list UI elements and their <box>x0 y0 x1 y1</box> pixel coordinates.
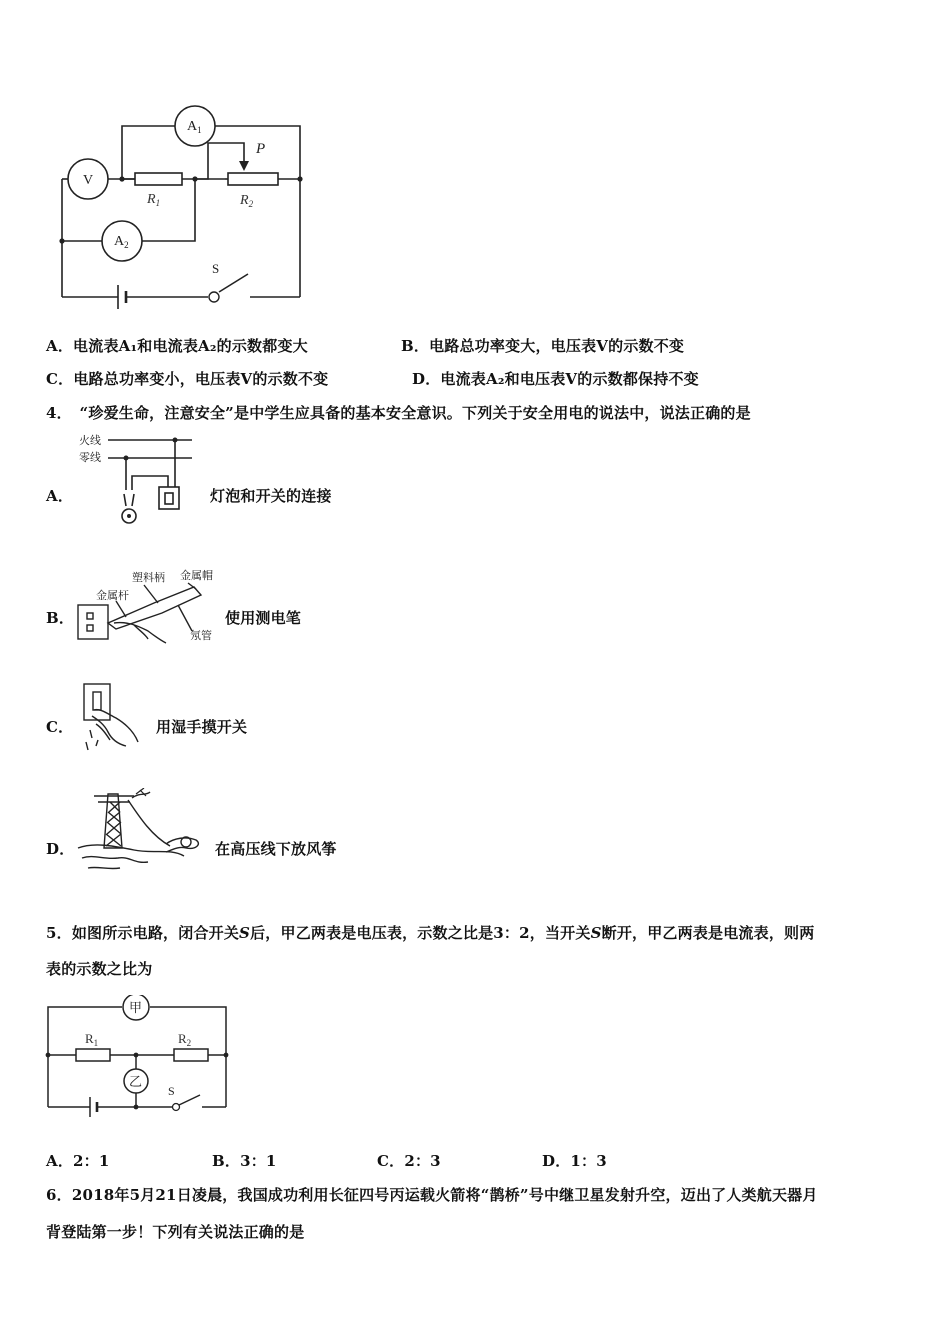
a1-sub: 1 <box>197 125 202 135</box>
q5-s-symbol-1: S <box>239 924 251 942</box>
q3-option-c: C．电路总功率变小，电压表V的示数不变 <box>46 370 329 388</box>
q4-a-letter: A． <box>46 487 74 505</box>
r2-label: R <box>240 193 249 208</box>
q4-stem: 4． “珍爱生命，注意安全”是中学生应具备的基本安全意识。下列关于安全用电的说法中，说法正确的是 <box>46 404 751 422</box>
q3-option-a: A．电流表A₁和电流表A₂的示数都变大 <box>46 337 308 355</box>
a2-sub: 2 <box>124 240 129 250</box>
svg-text:R1 <box>85 1031 98 1048</box>
v-label: V <box>83 173 94 188</box>
q5-option-a: A．2：1 <box>46 1152 110 1170</box>
q6-stem-line2: 背登陆第一步！下列有关说法正确的是 <box>46 1223 305 1241</box>
r1-label: R <box>147 192 156 207</box>
metal-rod-label: 金属杆 <box>96 590 129 602</box>
circuit-diagram-q5 <box>40 995 240 1120</box>
neutral-wire-label: 零线 <box>79 452 101 464</box>
q5-r1-label: R <box>85 1031 94 1046</box>
neon-tube-label: 氖管 <box>190 630 212 642</box>
q4-b-letter: B． <box>46 609 75 627</box>
metal-cap-label: 金属帽 <box>180 570 213 582</box>
q5-stem-line2: 表的示数之比为 <box>46 960 153 978</box>
q5-stem-part2: 后，甲乙两表是电压表，示数之比是3：2，当开关 <box>250 924 591 942</box>
p-label: P <box>256 141 266 157</box>
q4-d-letter: D． <box>46 840 75 858</box>
fire-wire-label: 火线 <box>79 435 101 447</box>
a2-label: A <box>114 234 125 249</box>
svg-text:R1 <box>146 192 160 208</box>
q5-s-symbol-2: S <box>590 924 602 942</box>
wet-hand-switch-figure <box>78 680 148 755</box>
svg-text:R2 <box>178 1031 191 1048</box>
plastic-handle-label: 塑料柄 <box>132 572 165 584</box>
q5-stem-line1 <box>46 922 814 943</box>
q4-d-text: 在高压线下放风筝 <box>215 840 337 858</box>
q5-r2-sub: 2 <box>186 1038 192 1048</box>
yi-label: 乙 <box>129 1074 143 1089</box>
q3-option-b: B．电路总功率变大，电压表V的示数不变 <box>401 337 685 355</box>
bulb-switch-wiring-figure <box>74 432 199 527</box>
q4-c-text: 用湿手摸开关 <box>156 718 248 736</box>
a1-label: A <box>187 119 198 134</box>
q5-stem-part3: 断开，甲乙两表是电流表，则两 <box>601 924 815 942</box>
q5-r1-sub: 1 <box>93 1038 99 1048</box>
s-label: S <box>212 261 220 276</box>
q6-stem-line1: 6．2018年5月21日凌晨，我国成功利用长征四号丙运载火箭将“鹊桥”号中继卫星发射升空，迈出了人类航天器月 <box>46 1186 818 1204</box>
r2-sub: 2 <box>248 199 254 209</box>
q3-option-d: D．电流表A₂和电压表V的示数都保持不变 <box>412 370 699 388</box>
kite-under-power-line-figure <box>74 788 214 880</box>
jia-label: 甲 <box>129 1000 143 1015</box>
q5-option-b: B．3：1 <box>212 1152 277 1170</box>
r1-sub: 1 <box>155 198 161 208</box>
test-pen-figure <box>74 565 224 647</box>
q4-b-text: 使用测电笔 <box>225 609 302 627</box>
q5-s-label: S <box>168 1084 175 1098</box>
q5-r2-label: R <box>178 1031 187 1046</box>
q5-stem-part1: 5．如图所示电路，闭合开关 <box>46 924 240 942</box>
q5-option-d: D．1：3 <box>542 1152 607 1170</box>
svg-text:R2 <box>239 193 254 209</box>
q4-a-text: 灯泡和开关的连接 <box>210 487 332 505</box>
q5-option-c: C．2：3 <box>377 1152 441 1170</box>
q4-c-letter: C． <box>46 718 74 736</box>
circuit-diagram-q3 <box>40 95 320 320</box>
